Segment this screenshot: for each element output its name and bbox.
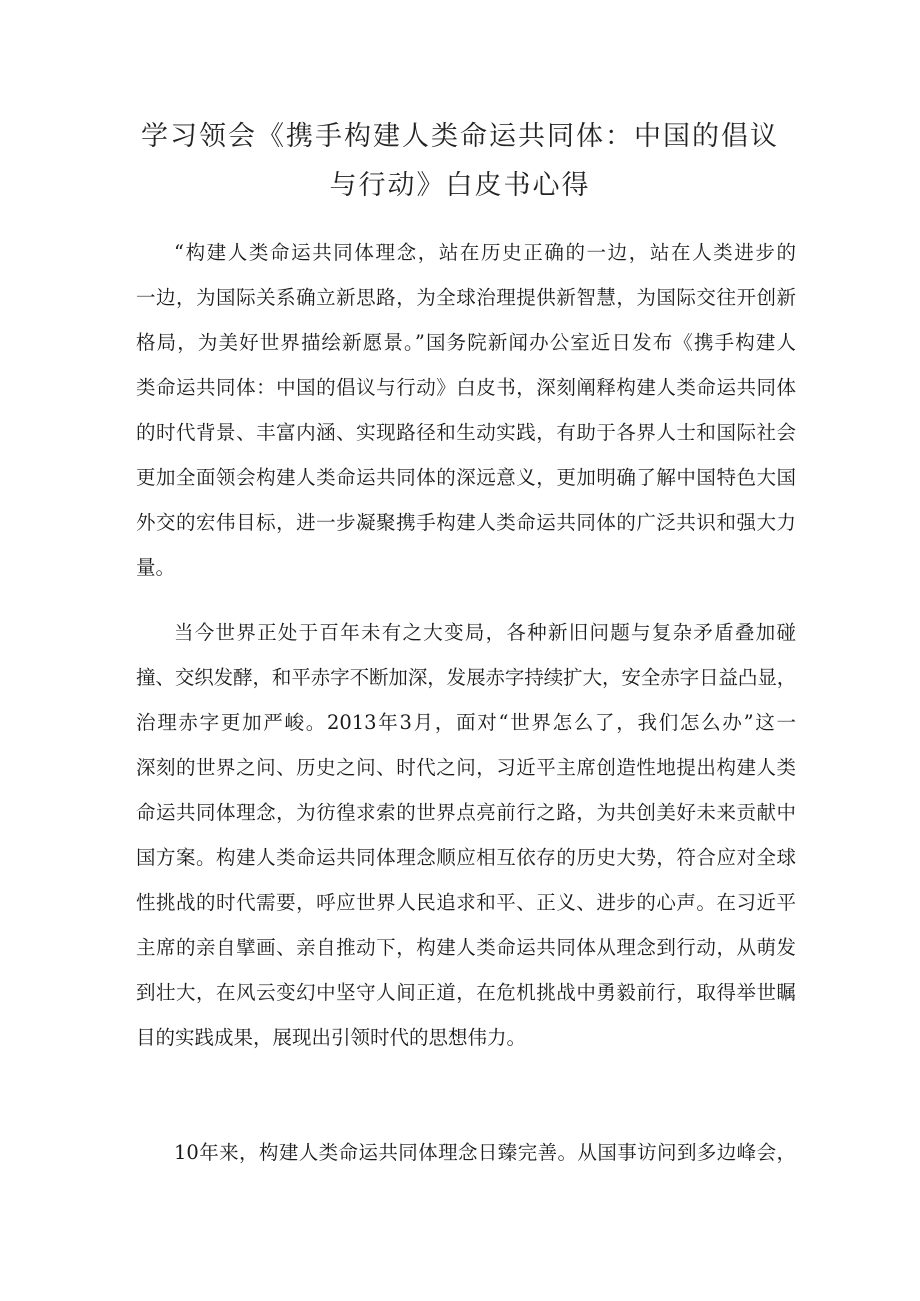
paragraph-2-line: 深刻的世界之问、历史之问、时代之问，习近平主席创造性地提出构建人类 (136, 756, 796, 779)
title-line-1: 学习领会《携手构建人类命运共同体：中国的倡议 (141, 121, 779, 152)
paragraph-2-line: 国方案。构建人类命运共同体理念顺应相互依存的历史大势，符合应对全球 (136, 846, 796, 869)
paragraph-2-line: 到壮大，在风云变幻中坚守人间正道，在危机挑战中勇毅前行，取得举世瞩 (136, 981, 796, 1004)
paragraph-1-line: “构建人类命运共同体理念，站在历史正确的一边，站在人类进步的 (174, 241, 796, 264)
paragraph-3 (136, 1130, 796, 1175)
document-title (130, 112, 790, 210)
paragraph-2-line: 撞、交织发酵，和平赤字不断加深，发展赤字持续扩大，安全赤字日益凸显， (136, 666, 796, 689)
paragraph-1-line: 的时代背景、丰富内涵、实现路径和生动实践，有助于各界人士和国际社会 (136, 421, 796, 444)
title-line-2: 与行动》白皮书心得 (329, 170, 591, 201)
paragraph-2-line: 治理赤字更加严峻。2013年3月，面对“世界怎么了，我们怎么办”这一 (136, 711, 796, 734)
paragraph-1-line: 量。 (136, 556, 176, 579)
paragraph-2 (136, 610, 796, 1060)
paragraph-1-line: 一边，为国际关系确立新思路，为全球治理提供新智慧，为国际交往开创新 (136, 286, 796, 309)
paragraph-2-line: 当今世界正处于百年未有之大变局，各种新旧问题与复杂矛盾叠加碰 (174, 621, 796, 644)
paragraph-1-line: 类命运共同体：中国的倡议与行动》白皮书，深刻阐释构建人类命运共同体 (136, 376, 796, 399)
paragraph-3-line: 10年来，构建人类命运共同体理念日臻完善。从国事访问到多边峰会， (174, 1141, 796, 1164)
paragraph-2-line: 命运共同体理念，为彷徨求索的世界点亮前行之路，为共创美好未来贡献中 (136, 801, 796, 824)
paragraph-1-line: 格局，为美好世界描绘新愿景。”国务院新闻办公室近日发布《携手构建人 (136, 331, 796, 354)
paragraph-2-line: 目的实践成果，展现出引领时代的思想伟力。 (136, 1026, 527, 1049)
paragraph-2-line: 主席的亲自擘画、亲自推动下，构建人类命运共同体从理念到行动，从萌发 (136, 936, 796, 959)
paragraph-2-line: 性挑战的时代需要，呼应世界人民追求和平、正义、进步的心声。在习近平 (136, 891, 796, 914)
paragraph-1-line: 更加全面领会构建人类命运共同体的深远意义，更加明确了解中国特色大国 (136, 466, 796, 489)
paragraph-1 (136, 230, 796, 590)
paragraph-1-line: 外交的宏伟目标，进一步凝聚携手构建人类命运共同体的广泛共识和强大力 (136, 511, 796, 534)
